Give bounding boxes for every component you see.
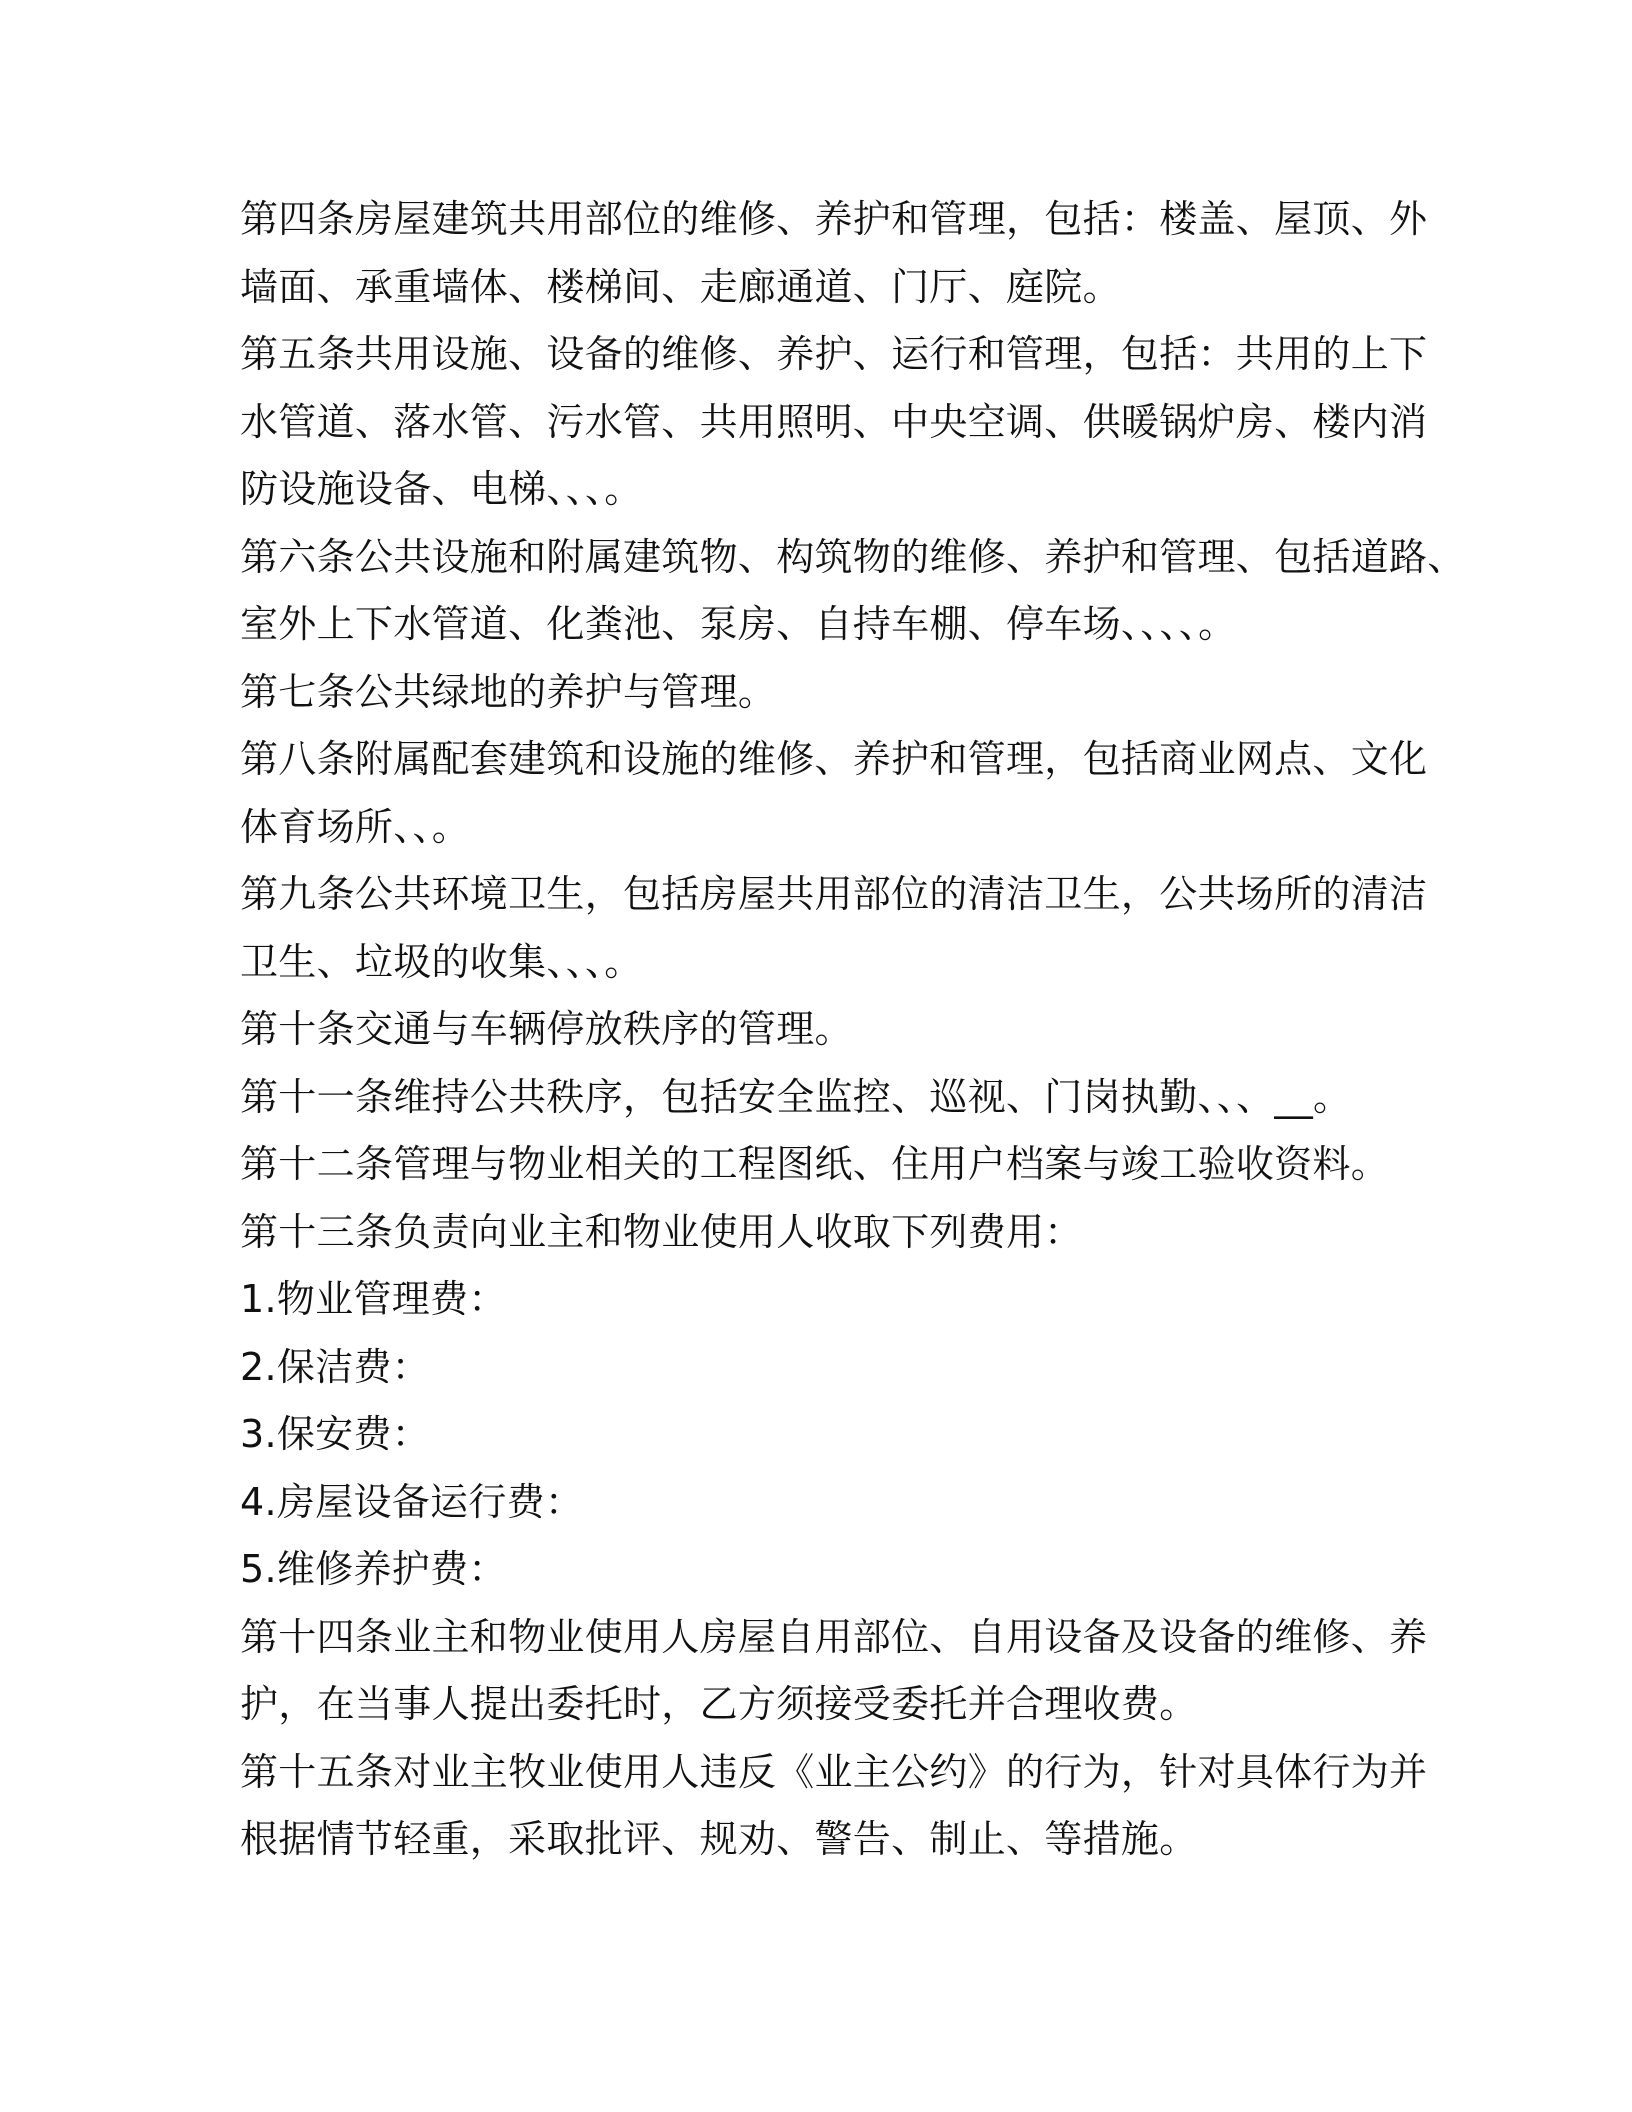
text-line: 墙面、承重墙体、楼梯间、走廊通道、门厅、庭院。 bbox=[240, 264, 1121, 309]
text-line: 体育场所、、。 bbox=[240, 804, 471, 849]
text-line: 第八条附属配套建筑和设施的维修、养护和管理，包括商业网点、文化 bbox=[240, 737, 1428, 781]
text-line: 根据情节轻重，采取批评、规劝、警告、制止、等措施。 bbox=[240, 1817, 1198, 1861]
text-line: 卫生、垃圾的收集、、、。 bbox=[240, 939, 643, 984]
text-line: 水管道、落水管、污水管、共用照明、中央空调、供暖锅炉房、楼内消 bbox=[240, 399, 1428, 444]
text-line: 第九条公共环境卫生，包括房屋共用部位的清洁卫生，公共场所的清洁 bbox=[240, 872, 1428, 916]
text-line: 第十三条负责向业主和物业使用人收取下列费用： bbox=[240, 1209, 1083, 1254]
text-line: 第七条公共绿地的养护与管理。 bbox=[240, 669, 777, 714]
text-line: 室外上下水管道、化粪池、泵房、自持车棚、停车场、、、、。 bbox=[240, 602, 1237, 646]
text-line: 第十五条对业主牧业使用人违反《业主公约》的行为，针对具体行为并 bbox=[240, 1749, 1428, 1794]
text-line: 5.维修养护费： bbox=[240, 1547, 507, 1591]
text-line: 第十二条管理与物业相关的工程图纸、住用户档案与竣工验收资料。 bbox=[240, 1142, 1390, 1186]
text-line: 第六条公共设施和附属建筑物、构筑物的维修、养护和管理、包括道路、 bbox=[240, 534, 1466, 579]
text-line: 第十条交通与车辆停放秩序的管理。 bbox=[240, 1007, 853, 1051]
text-line: 1.物业管理费： bbox=[240, 1277, 507, 1321]
text-line: 4.房屋设备运行费： bbox=[240, 1479, 584, 1524]
text-line: 第十一条维持公共秩序，包括安全监控、巡视、门岗执勤、、、__。 bbox=[240, 1074, 1352, 1119]
text-line: 3.保安费： bbox=[240, 1412, 431, 1456]
document-body bbox=[240, 186, 1466, 1874]
text-line: 防设施设备、电梯、、、。 bbox=[240, 467, 643, 511]
text-line: 护，在当事人提出委托时，乙方须接受委托并合理收费。 bbox=[240, 1682, 1198, 1726]
text-line: 第十四条业主和物业使用人房屋自用部位、自用设备及设备的维修、养 bbox=[240, 1614, 1428, 1659]
text-line: 2.保洁费： bbox=[240, 1344, 431, 1389]
text-line: 第五条共用设施、设备的维修、养护、运行和管理，包括：共用的上下 bbox=[240, 332, 1428, 376]
text-line: 第四条房屋建筑共用部位的维修、养护和管理，包括：楼盖、屋顶、外 bbox=[240, 197, 1428, 241]
